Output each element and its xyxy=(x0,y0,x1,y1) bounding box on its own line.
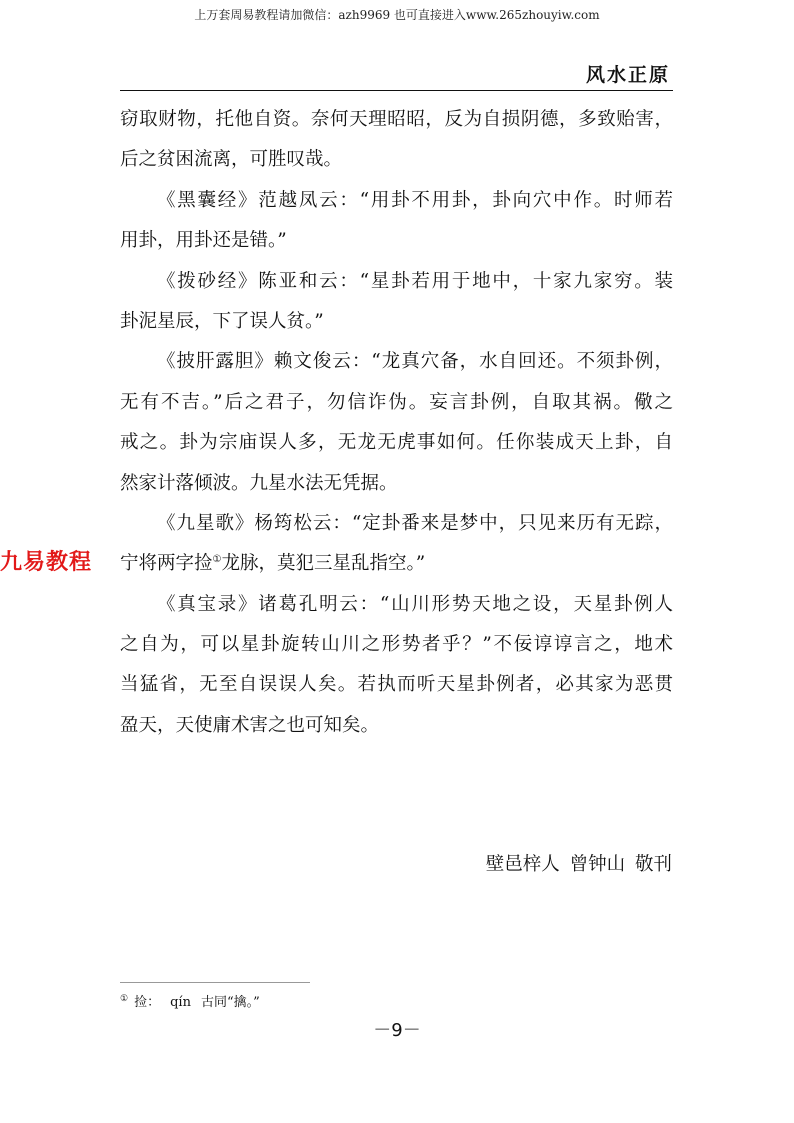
text-line: 盈天，天使庸术害之也可知矣。 xyxy=(120,714,380,736)
text-line: 《披肝露胆》赖文俊云：“龙真穴备，水自回还。不须卦例， xyxy=(157,351,673,373)
text-line: 《黑囊经》范越凤云：“用卦不用卦，卦向穴中作。时师若 xyxy=(157,189,673,211)
text-line xyxy=(120,544,673,584)
footnote xyxy=(120,991,260,1010)
text-line: 《拨砂经》陈亚和云：“星卦若用于地中，十家九家穷。装 xyxy=(157,270,673,292)
book-title: 风水正原 xyxy=(585,64,670,86)
page-number: －9－ xyxy=(373,1020,421,1041)
body-text xyxy=(120,100,673,746)
text-line: 卦泥星辰，下了误人贫。” xyxy=(120,310,324,332)
text-line: 《真宝录》诸葛孔明云：“山川形势天地之设，天星卦例人 xyxy=(157,593,673,615)
footnote-note: 古同“擒。” xyxy=(200,995,260,1010)
text-line: 然家计落倾波。九星水法无凭据。 xyxy=(120,472,398,494)
text-line: 后之贫困流离，可胜叹哉。 xyxy=(120,149,343,171)
header-rule xyxy=(120,90,673,91)
text-line: 无有不吉。”后之君子，勿信诈伪。妄言卦例，自取其祸。儆之 xyxy=(120,391,673,413)
text-line: 《九星歌》杨筠松云：“定卦番来是梦中，只见来历有无踪， xyxy=(157,512,673,534)
text-line: 戒之。卦为宗庙误人多，无龙无虎事如何。任你装成天上卦，自 xyxy=(120,432,673,454)
footnote-ref[interactable]: ① xyxy=(212,554,222,566)
text-line: 用卦，用卦还是错。” xyxy=(120,230,287,252)
watermark-label: 九易教程 xyxy=(0,550,93,575)
footnote-rule xyxy=(120,982,310,983)
footnote-pinyin: qín xyxy=(170,995,191,1010)
footnote-mark: ① xyxy=(120,993,129,1004)
text-line: 之自为，可以星卦旋转山川之形势者乎？”不佞谆谆言之，地术 xyxy=(120,634,673,656)
text-segment: 宁将两字捡 xyxy=(120,553,213,575)
top-note: 上万套周易教程请加微信：azh9969 也可直接进入www.265zhouyiw.com xyxy=(194,8,600,22)
text-line: 窃取财物，托他自资。奈何天理昭昭，反为自损阴德，多致贻害， xyxy=(120,109,673,130)
signature: 壁邑梓人 曾钟山 敬刊 xyxy=(485,854,672,875)
text-line: 当猛省，无至自误误人矣。若执而听天星卦例者，必其家为恶贯 xyxy=(120,674,673,696)
text-segment: 龙脉，莫犯三星乱指空。” xyxy=(221,553,426,575)
footnote-term: 捡： xyxy=(134,995,161,1010)
